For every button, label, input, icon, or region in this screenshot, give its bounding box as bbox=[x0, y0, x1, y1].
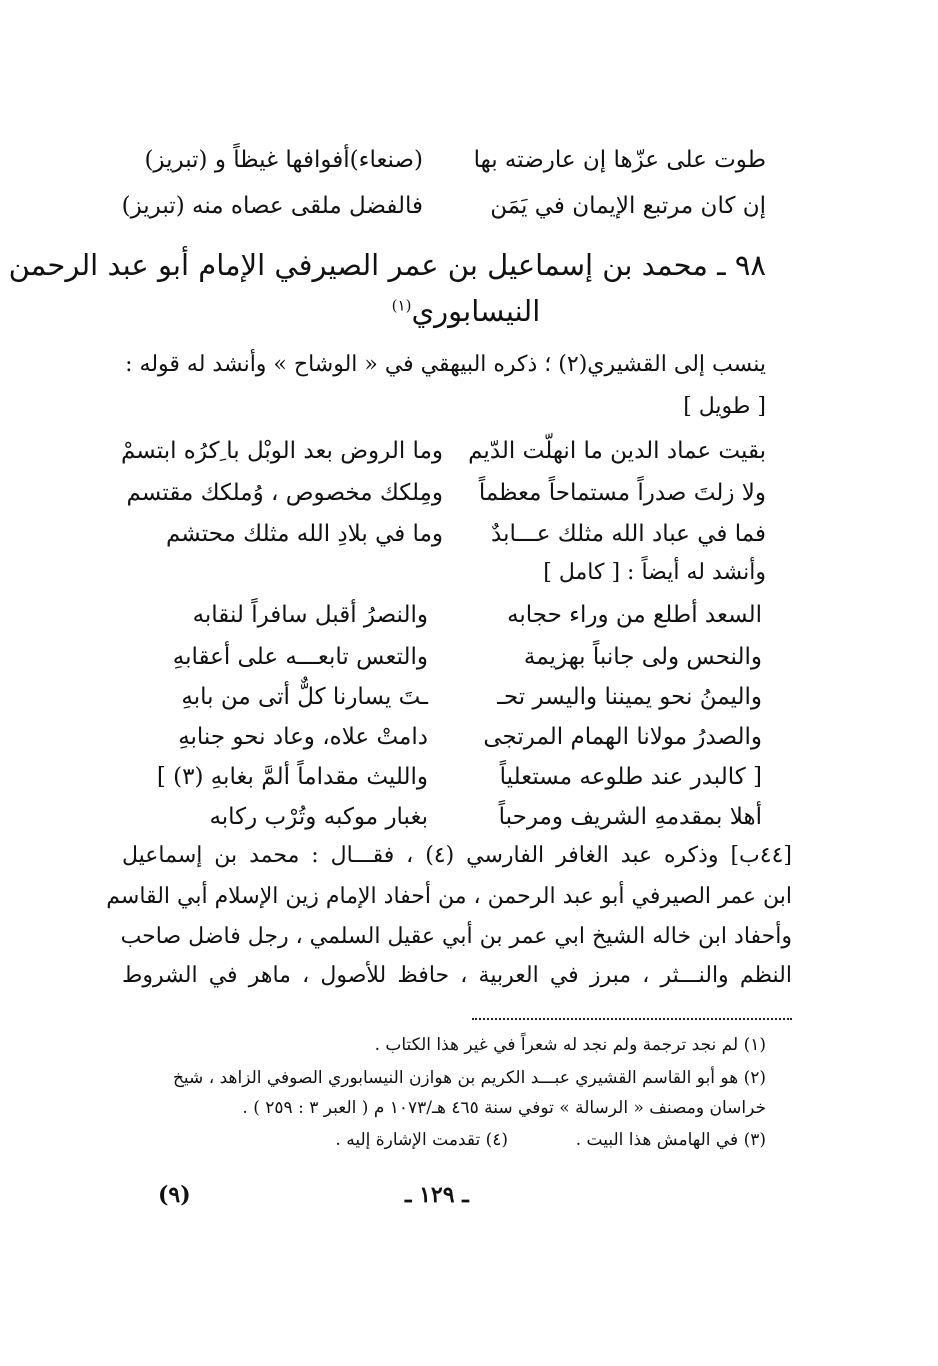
poem2-verse-6-right: أهلا بمقدمهِ الشريف ومرحباً bbox=[498, 804, 762, 830]
poem2-verse-3-left: ـتَ يسارنا كلٌّ أتى من بابهِ bbox=[181, 684, 428, 710]
top-verse-2-right: إن كان مرتبع الإيمان في يَمَن bbox=[490, 193, 766, 219]
poem2-verse-5-left: والليث مقداماً ألمَّ بغابهِ (٣) ] bbox=[156, 764, 428, 790]
prose-line-4: النظم والنـــثر ، مبرز في العربية ، حافظ للأصول ، ماهر في الشروط bbox=[122, 963, 792, 988]
poem2-verse-4-left: دامتْ علاه، وعاد نحو جنابهِ bbox=[178, 724, 428, 750]
footnote-1: (١) لم نجد ترجمة ولم نجد له شعراً في غير هذا الكتاب . bbox=[374, 1035, 766, 1055]
poem1-verse-2-left: ومِلكك مخصوص ، وُملكك مقتسم bbox=[126, 480, 443, 506]
poem1-verse-2-right: ولا زلتَ صدراً مستماحاً معظماً bbox=[478, 480, 766, 506]
prose-line-3: وأحفاد ابن خاله الشيخ ابي عمر بن أبي عقيل السلمي ، رجل فاضل صاحب bbox=[120, 924, 792, 949]
footnote-2-line-1: (٢) هو أبو القاسم القشيري عبـــد الكريم بن هوازن النيسابوري الصوفي الزاهد ، شيخ bbox=[172, 1068, 766, 1088]
poem2-verse-1-right: السعد أطلع من وراء حجابه bbox=[507, 602, 762, 628]
poem2-verse-3-right: واليمنُ نحو يميننا واليسر تحـ bbox=[497, 684, 762, 710]
poem2-verse-4-right: والصدرُ مولانا الهمام المرتجى bbox=[483, 724, 762, 750]
poem1-verse-1-left: وما الروض بعد الوبْل با ِكرُه ابتسمْ bbox=[120, 438, 443, 464]
poem2-verse-6-left: بغبار موكبه وتُرْب ركابه bbox=[209, 804, 428, 830]
poem1-verse-1-right: بقيت عماد الدين ما انهلّت الدّيم bbox=[468, 438, 766, 464]
top-verse-1-right: طوت على عزّها إن عارضته بها bbox=[473, 147, 766, 173]
footnote-3: (٣) في الهامش هذا البيت . bbox=[575, 1130, 766, 1150]
entry-title-name: النيسابوري bbox=[411, 294, 541, 328]
poem2-verse-2-right: والنحس ولى جانباً بهزيمة bbox=[523, 644, 762, 670]
poem1-verse-3-right: فما في عباد الله مثلك عـــابدٌ bbox=[491, 521, 766, 547]
entry-title-footnote-ref: (١) bbox=[391, 296, 412, 315]
top-verse-1-left: (صنعاء)أفوافها غيظاً و (تبريز) bbox=[144, 147, 423, 173]
signature-mark: (٩) bbox=[158, 1182, 191, 1208]
footnote-separator bbox=[472, 1018, 792, 1020]
poem2-verse-1-left: والنصرُ أقبل سافراً لنقابه bbox=[192, 602, 428, 628]
entry-title-line-2 bbox=[166, 294, 766, 328]
prose-line-2: ابن عمر الصيرفي أبو عبد الرحمن ، من أحفاد الإمام زين الإسلام أبي القاسم bbox=[106, 884, 792, 909]
entry-title-line-1: ٩٨ ـ محمد بن إسماعيل بن عمر الصيرفي الإمام أبو عبد الرحمن bbox=[8, 248, 766, 282]
top-verse-2-left: فالفضل ملقى عصاه منه (تبريز) bbox=[121, 193, 423, 219]
footnote-2-line-2: خراسان ومصنف « الرسالة » توفي سنة ٤٦٥ هـ/١٠٧٣ م ( العبر ٣ : ٢٥٩ ) . bbox=[242, 1098, 766, 1118]
intro-meter: [ طويل ] bbox=[683, 394, 766, 419]
poem2-verse-2-left: والتعس تابعـــه على أعقابهِ bbox=[172, 644, 428, 670]
page-number: ـ ١٢٩ ـ bbox=[405, 1182, 469, 1208]
prose-line-1: [٤٤ب] وذكره عبد الغافر الفارسي (٤) ، فقـــال : محمد بن إسماعيل bbox=[122, 843, 792, 868]
footnote-4: (٤) تقدمت الإشارة إليه . bbox=[335, 1130, 508, 1150]
poem2-verse-5-right: [ كالبدر عند طلوعه مستعلياً bbox=[499, 764, 762, 790]
intro-line: ينسب إلى القشيري(٢) ؛ ذكره البيهقي في « الوشاح » وأنشد له قوله : bbox=[125, 352, 766, 377]
intro2-line: وأنشد له أيضاً : [ كامل ] bbox=[543, 560, 766, 585]
poem1-verse-3-left: وما في بلادِ الله مثلك محتشم bbox=[165, 521, 443, 547]
